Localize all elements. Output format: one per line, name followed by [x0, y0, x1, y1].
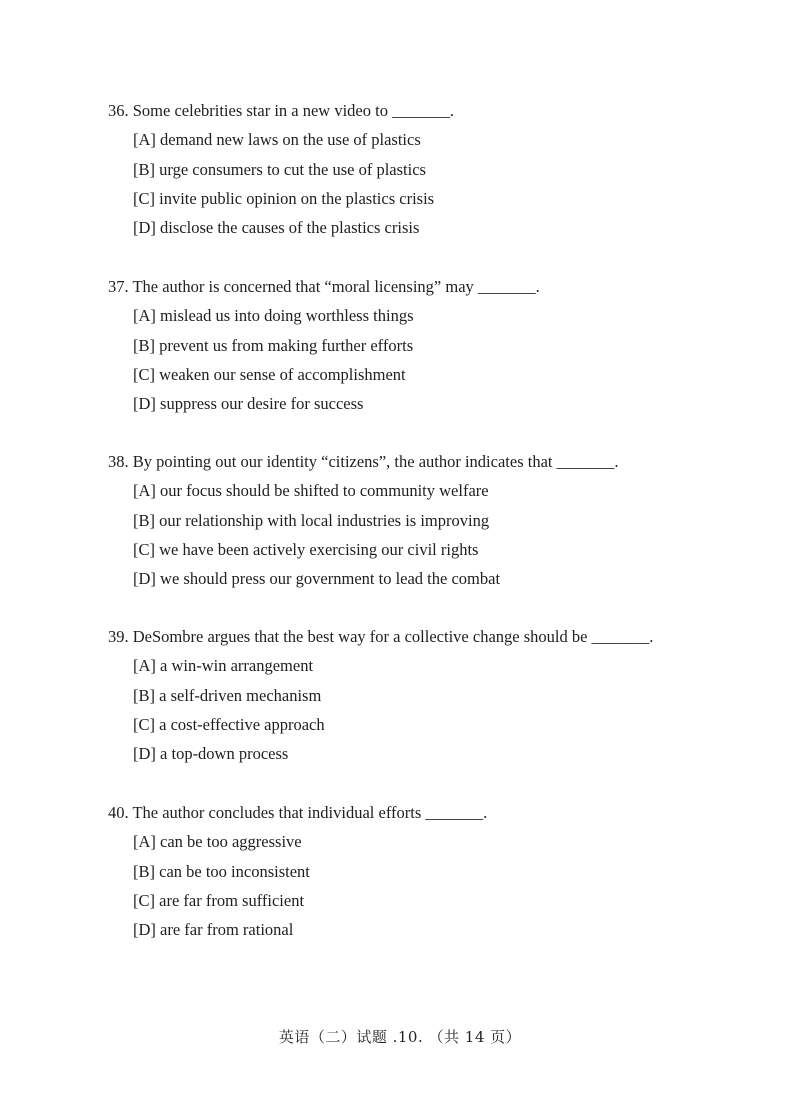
option-d: [D] suppress our desire for success [133, 394, 364, 414]
option-b: [B] our relationship with local industries is improving [133, 510, 490, 530]
option-c: [C] are far from sufficient [133, 890, 305, 910]
page-footer: 英语（二）试题 .10. （共 14 页） [278, 1028, 522, 1046]
question-36 [108, 100, 768, 239]
option-c: [C] a cost-effective approach [133, 714, 325, 734]
option-a: [A] our focus should be shifted to community welfare [133, 481, 489, 501]
question-stem: 37. The author is concerned that “moral licensing” may _______. [108, 277, 540, 296]
option-b: [B] a self-driven mechanism [133, 685, 322, 705]
option-d: [D] we should press our government to lead the combat [133, 569, 501, 589]
question-38 [108, 451, 768, 590]
option-d: [D] disclose the causes of the plastics crisis [133, 218, 420, 238]
option-a: [A] demand new laws on the use of plastics [133, 130, 421, 150]
question-39 [108, 626, 768, 765]
question-stem: 38. By pointing out our identity “citizens”, the author indicates that _______. [108, 452, 619, 471]
question-stem: 40. The author concludes that individual efforts _______. [108, 803, 488, 822]
option-b: [B] prevent us from making further efforts [133, 335, 414, 355]
option-a: [A] mislead us into doing worthless things [133, 306, 414, 326]
option-c: [C] we have been actively exercising our civil rights [133, 539, 479, 559]
option-d: [D] a top-down process [133, 744, 289, 764]
question-stem: 39. DeSombre argues that the best way for a collective change should be _______. [108, 627, 654, 646]
option-a: [A] can be too aggressive [133, 832, 302, 852]
option-c: [C] weaken our sense of accomplishment [133, 364, 406, 384]
option-d: [D] are far from rational [133, 920, 294, 940]
question-40 [108, 802, 768, 941]
option-b: [B] can be too inconsistent [133, 861, 310, 881]
question-37 [108, 276, 768, 415]
question-stem: 36. Some celebrities star in a new video to _______. [108, 101, 454, 120]
option-b: [B] urge consumers to cut the use of plastics [133, 159, 426, 179]
option-c: [C] invite public opinion on the plastics crisis [133, 188, 435, 208]
option-a: [A] a win-win arrangement [133, 656, 314, 676]
